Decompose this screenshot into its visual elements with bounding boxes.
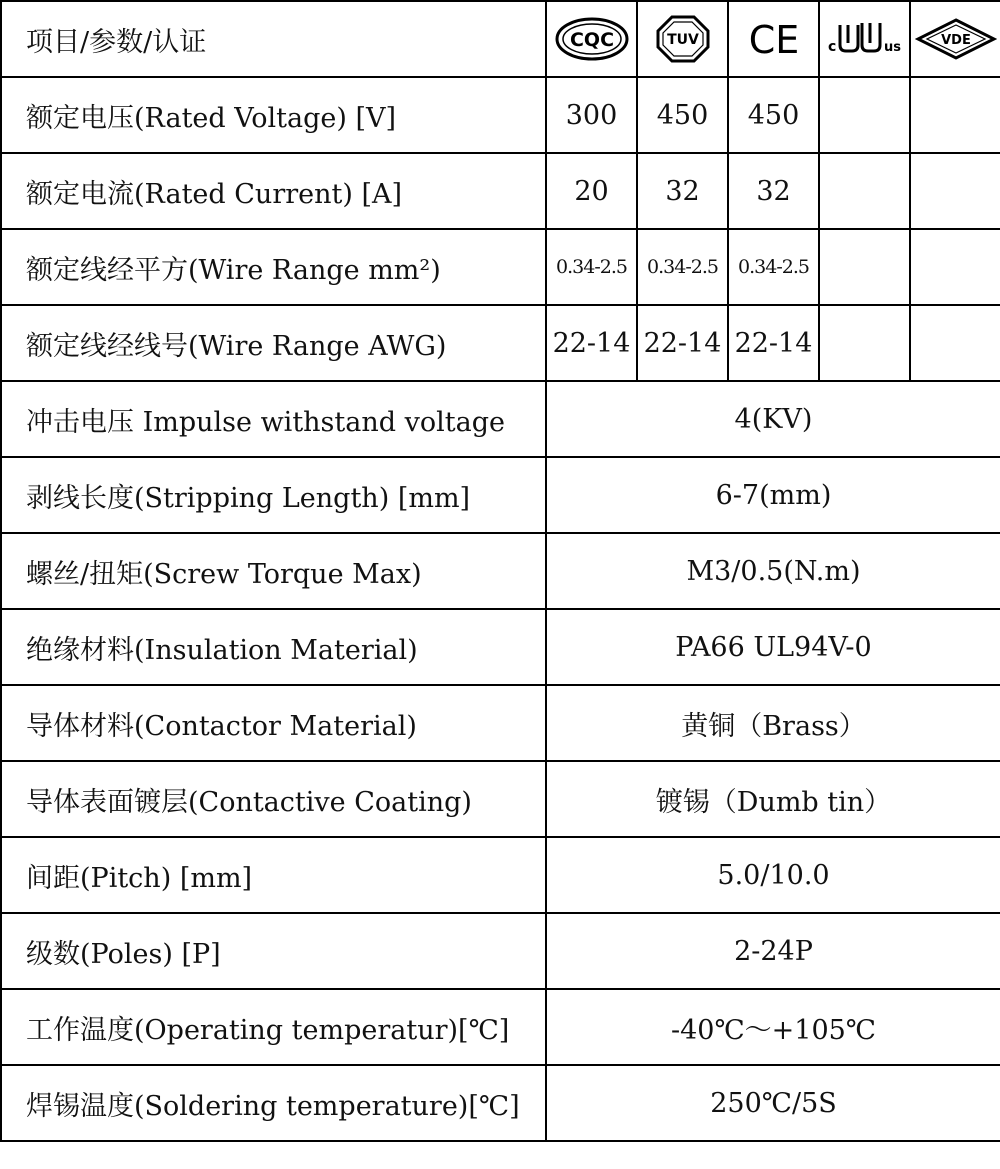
contactor-material-row bbox=[1, 685, 1000, 761]
tuv-value: 32 bbox=[637, 153, 728, 229]
row-label: 绝缘材料(Insulation Material) bbox=[1, 609, 546, 685]
row-label: 焊锡温度(Soldering temperature)[℃] bbox=[1, 1065, 546, 1141]
row-value: 4(KV) bbox=[546, 381, 1000, 457]
vde-logo-icon bbox=[915, 17, 997, 61]
ce-value: 0.34-2.5 bbox=[728, 229, 819, 305]
culus-value bbox=[819, 153, 910, 229]
cqc-logo-cell bbox=[546, 1, 637, 77]
row-label: 导体材料(Contactor Material) bbox=[1, 685, 546, 761]
cqc-logo-icon bbox=[554, 16, 630, 62]
row-value: 6-7(mm) bbox=[546, 457, 1000, 533]
vde-value bbox=[910, 153, 1000, 229]
pitch-row bbox=[1, 837, 1000, 913]
row-label: 额定线经线号(Wire Range AWG) bbox=[1, 305, 546, 381]
culus-logo-icon bbox=[824, 19, 906, 59]
row-value: 黄铜（Brass） bbox=[546, 685, 1000, 761]
tuv-value: 450 bbox=[637, 77, 728, 153]
header-row bbox=[1, 1, 1000, 77]
svg-text:us: us bbox=[883, 40, 901, 55]
wire-range-mm2-row bbox=[1, 229, 1000, 305]
screw-torque-row bbox=[1, 533, 1000, 609]
row-label: 额定电压(Rated Voltage) [V] bbox=[1, 77, 546, 153]
operating-temperature-row bbox=[1, 989, 1000, 1065]
ce-value: 22-14 bbox=[728, 305, 819, 381]
row-label: 间距(Pitch) [mm] bbox=[1, 837, 546, 913]
tuv-value: 0.34-2.5 bbox=[637, 229, 728, 305]
rated-current-row bbox=[1, 153, 1000, 229]
tuv-logo-cell bbox=[637, 1, 728, 77]
row-value: 250℃/5S bbox=[546, 1065, 1000, 1141]
ce-logo-icon bbox=[746, 17, 802, 61]
svg-text:CE: CE bbox=[748, 18, 799, 61]
poles-row bbox=[1, 913, 1000, 989]
insulation-material-row bbox=[1, 609, 1000, 685]
svg-text:TUV: TUV bbox=[666, 32, 699, 48]
contactive-coating-row bbox=[1, 761, 1000, 837]
cqc-value: 300 bbox=[546, 77, 637, 153]
culus-value bbox=[819, 229, 910, 305]
culus-value bbox=[819, 305, 910, 381]
soldering-temperature-row bbox=[1, 1065, 1000, 1141]
row-label: 剥线长度(Stripping Length) [mm] bbox=[1, 457, 546, 533]
vde-value bbox=[910, 77, 1000, 153]
culus-value bbox=[819, 77, 910, 153]
header-label: 项目/参数/认证 bbox=[1, 1, 546, 77]
vde-logo-cell bbox=[910, 1, 1000, 77]
row-value: 5.0/10.0 bbox=[546, 837, 1000, 913]
tuv-logo-icon bbox=[655, 14, 711, 64]
svg-text:c: c bbox=[827, 39, 836, 55]
row-value: 镀锡（Dumb tin） bbox=[546, 761, 1000, 837]
row-label: 级数(Poles) [P] bbox=[1, 913, 546, 989]
row-value: PA66 UL94V-0 bbox=[546, 609, 1000, 685]
wire-range-awg-row bbox=[1, 305, 1000, 381]
cqc-value: 0.34-2.5 bbox=[546, 229, 637, 305]
rated-voltage-row bbox=[1, 77, 1000, 153]
impulse-voltage-row bbox=[1, 381, 1000, 457]
cqc-value: 22-14 bbox=[546, 305, 637, 381]
row-label: 螺丝/扭矩(Screw Torque Max) bbox=[1, 533, 546, 609]
row-label: 工作温度(Operating temperatur)[℃] bbox=[1, 989, 546, 1065]
culus-logo-cell bbox=[819, 1, 910, 77]
row-label: 额定电流(Rated Current) [A] bbox=[1, 153, 546, 229]
ce-value: 450 bbox=[728, 77, 819, 153]
row-label: 冲击电压 Impulse withstand voltage bbox=[1, 381, 546, 457]
row-value: M3/0.5(N.m) bbox=[546, 533, 1000, 609]
cqc-value: 20 bbox=[546, 153, 637, 229]
row-value: 2-24P bbox=[546, 913, 1000, 989]
svg-text:CQC: CQC bbox=[569, 29, 614, 51]
tuv-value: 22-14 bbox=[637, 305, 728, 381]
stripping-length-row bbox=[1, 457, 1000, 533]
vde-value bbox=[910, 229, 1000, 305]
row-value: -40℃～+105℃ bbox=[546, 989, 1000, 1065]
ce-logo-cell bbox=[728, 1, 819, 77]
vde-value bbox=[910, 305, 1000, 381]
ce-value: 32 bbox=[728, 153, 819, 229]
row-label: 导体表面镀层(Contactive Coating) bbox=[1, 761, 546, 837]
row-label: 额定线经平方(Wire Range mm²) bbox=[1, 229, 546, 305]
svg-text:VDE: VDE bbox=[940, 33, 971, 48]
